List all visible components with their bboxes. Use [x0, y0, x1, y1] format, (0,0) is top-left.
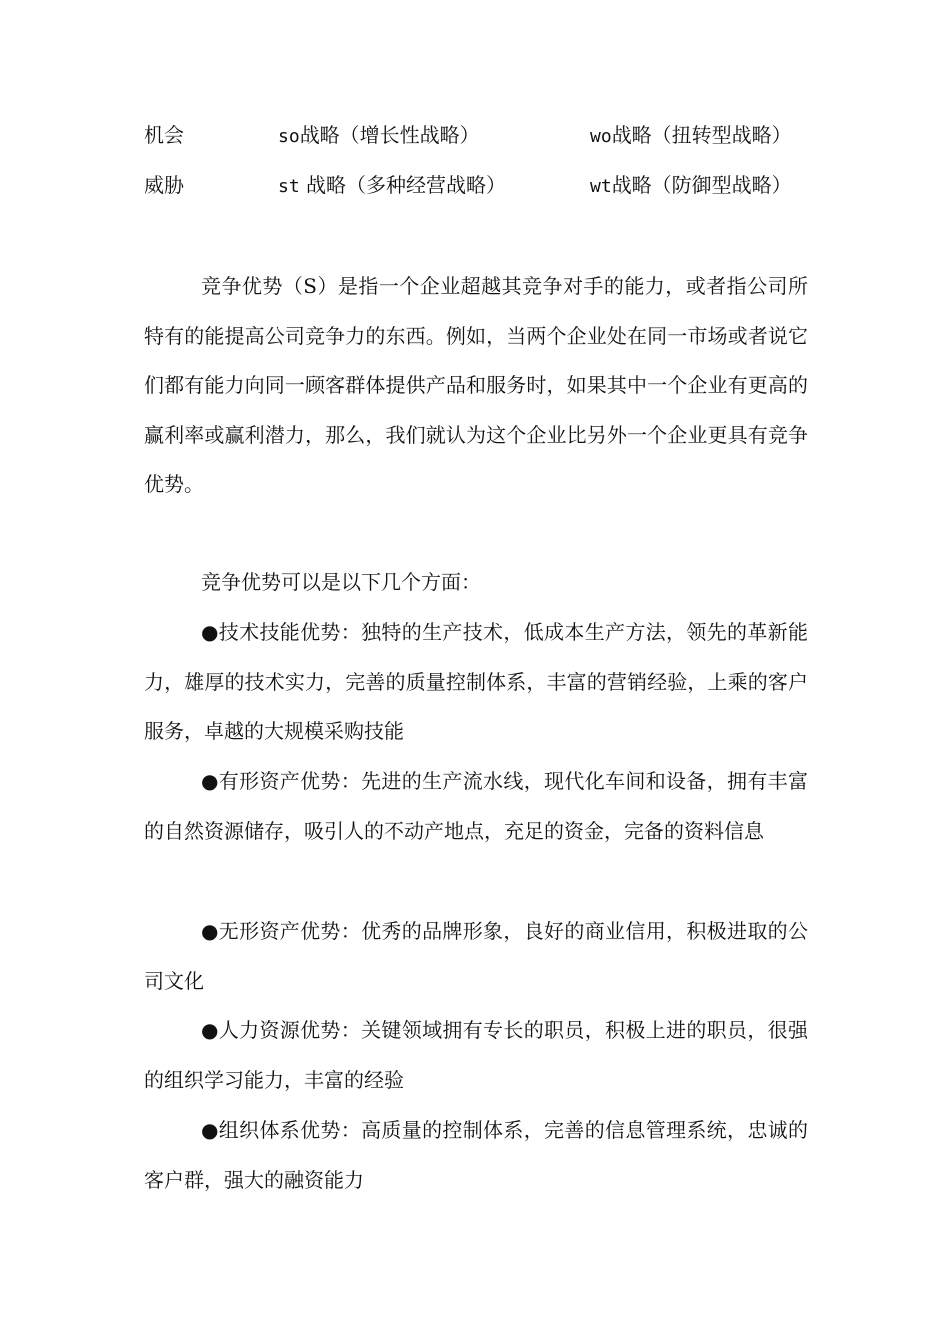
- definition-paragraph: 竞争优势（S）是指一个企业超越其竞争对手的能力，或者指公司所特有的能提高公司竞争力的东西。例如，当两个企业处在同一市场或者说它们都有能力向同一顾客群体提供产品和服务时，如果其中一个企业有更高的赢利率或赢利潜力，那么，我们就认为这个企业比另外一个企业更具有竞争优势。: [144, 274, 808, 496]
- aspect-tangible-assets: ●有形资产优势：先进的生产流水线，现代化车间和设备，拥有丰富的自然资源储存，吸引人的不动产地点，充足的资金，完备的资料信息: [144, 769, 808, 843]
- wo-strategy: [590, 120, 792, 152]
- strategy-code: wt: [590, 176, 612, 197]
- strategy-code: st: [278, 176, 300, 197]
- wt-strategy: [590, 170, 792, 202]
- strategy-text: 战略（多种经营战略）: [299, 173, 507, 197]
- strategy-text: 战略（增长性战略）: [299, 123, 480, 147]
- st-strategy: [278, 170, 506, 202]
- row-label: 威胁: [144, 173, 184, 197]
- strategy-code: wo: [590, 126, 612, 147]
- strategy-text: 战略（扭转型战略）: [611, 123, 792, 147]
- aspect-organization-system: ●组织体系优势：高质量的控制体系，完善的信息管理系统，忠诚的客户群，强大的融资能力: [144, 1118, 808, 1192]
- aspect-intangible-assets: ●无形资产优势：优秀的品牌形象，良好的商业信用，积极进取的公司文化: [144, 919, 808, 993]
- strategy-code: so: [278, 126, 300, 147]
- strategy-text: 战略（防御型战略）: [611, 173, 792, 197]
- aspect-technical-skills: ●技术技能优势：独特的生产技术，低成本生产方法，领先的革新能力，雄厚的技术实力，完善的质量控制体系，丰富的营销经验，上乘的客户服务，卓越的大规模采购技能: [144, 620, 808, 743]
- aspect-human-resources: ●人力资源优势：关键领域拥有专长的职员，积极上进的职员，很强的组织学习能力，丰富的经验: [144, 1018, 808, 1092]
- aspects-intro: 竞争优势可以是以下几个方面：: [201, 570, 481, 594]
- row-label: 机会: [144, 123, 184, 147]
- strategy-row-opportunity: [144, 120, 814, 150]
- so-strategy: [278, 120, 480, 152]
- strategy-row-threat: [144, 170, 814, 200]
